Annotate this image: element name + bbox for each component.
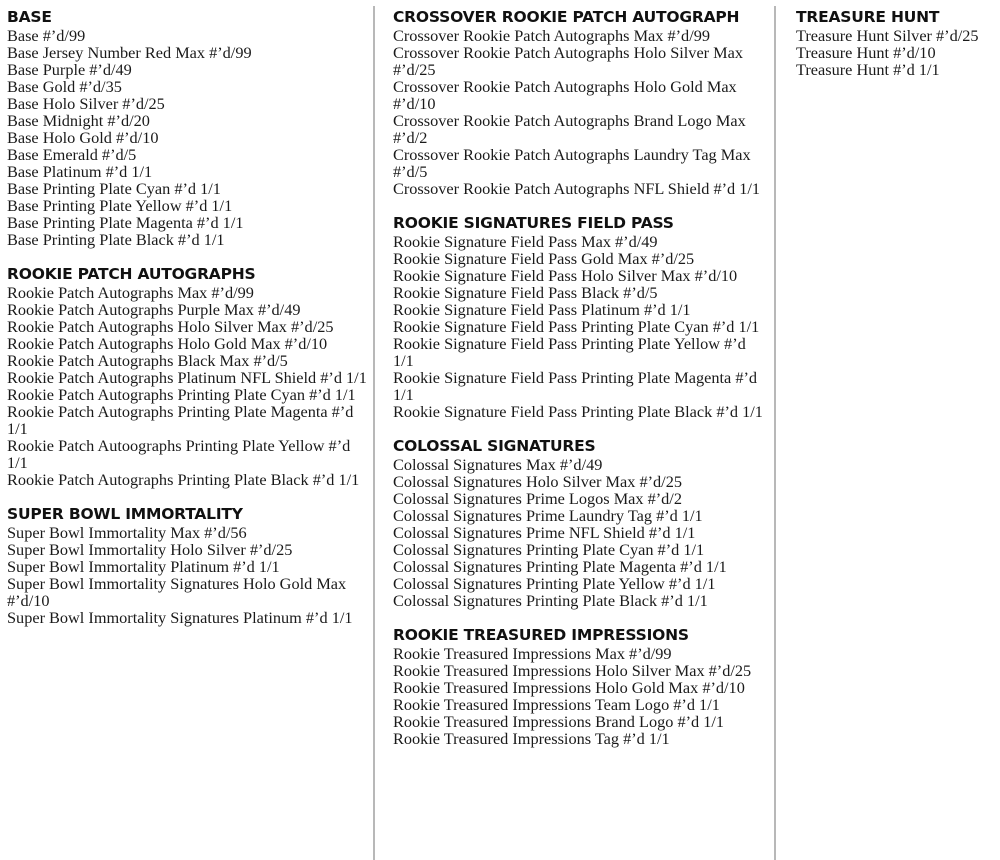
- section-title: ROOKIE TREASURED IMPRESSIONS: [393, 626, 689, 644]
- parallel-section: [393, 8, 768, 197]
- section-title: BASE: [7, 8, 52, 26]
- parallel-item: Colossal Signatures Prime Laundry Tag #’d 1/1: [393, 506, 703, 525]
- section-title: ROOKIE PATCH AUTOGRAPHS: [7, 265, 256, 283]
- parallel-item: Rookie Signature Field Pass Printing Plate Cyan #’d 1/1: [393, 317, 760, 336]
- parallel-item: Super Bowl Immortality Signatures Holo Gold Max #’d/10: [7, 574, 347, 610]
- parallel-item: Rookie Patch Autographs Holo Gold Max #’d/10: [7, 334, 328, 353]
- parallel-section: [393, 214, 768, 420]
- parallel-item: Rookie Patch Autographs Max #’d/99: [7, 283, 254, 302]
- column-divider: [774, 6, 776, 860]
- parallel-item: Base Jersey Number Red Max #’d/99: [7, 43, 252, 62]
- parallel-item: Crossover Rookie Patch Autographs Holo Gold Max #’d/10: [393, 77, 737, 113]
- parallel-section: [393, 626, 768, 747]
- parallel-item: Colossal Signatures Holo Silver Max #’d/25: [393, 472, 682, 491]
- parallel-item: Base Printing Plate Yellow #’d 1/1: [7, 196, 233, 215]
- parallel-item: Super Bowl Immortality Max #’d/56: [7, 523, 247, 542]
- parallel-item: Super Bowl Immortality Holo Silver #’d/25: [7, 540, 293, 559]
- parallel-item: Colossal Signatures Printing Plate Black #’d 1/1: [393, 591, 708, 610]
- parallel-section: [7, 8, 369, 248]
- parallel-section: [796, 8, 1000, 78]
- parallel-item: Rookie Signature Field Pass Printing Plate Yellow #’d 1/1: [393, 334, 746, 370]
- parallel-item: Crossover Rookie Patch Autographs NFL Shield #’d 1/1: [393, 179, 761, 198]
- parallel-item: Base Printing Plate Magenta #’d 1/1: [7, 213, 244, 232]
- section-title: CROSSOVER ROOKIE PATCH AUTOGRAPH: [393, 8, 740, 26]
- parallel-item: Crossover Rookie Patch Autographs Holo Silver Max #’d/25: [393, 43, 744, 79]
- parallel-item: Rookie Signature Field Pass Max #’d/49: [393, 232, 658, 251]
- section-title: ROOKIE SIGNATURES FIELD PASS: [393, 214, 674, 232]
- parallel-item: Rookie Signature Field Pass Printing Plate Black #’d 1/1: [393, 402, 763, 421]
- section-title: COLOSSAL SIGNATURES: [393, 437, 596, 455]
- parallel-section: [393, 437, 768, 609]
- parallel-item: Base Platinum #’d 1/1: [7, 162, 153, 181]
- section-title: SUPER BOWL IMMORTALITY: [7, 505, 243, 523]
- parallel-item: Treasure Hunt Silver #’d/25: [796, 26, 979, 45]
- parallel-item: Rookie Patch Autographs Printing Plate Magenta #’d 1/1: [7, 402, 354, 438]
- parallel-item: Treasure Hunt #’d 1/1: [796, 60, 940, 79]
- parallel-item: Colossal Signatures Prime NFL Shield #’d 1/1: [393, 523, 696, 542]
- parallel-item: Treasure Hunt #’d/10: [796, 43, 936, 62]
- parallel-item: Rookie Treasured Impressions Max #’d/99: [393, 644, 672, 663]
- parallel-item: Rookie Patch Autographs Printing Plate Cyan #’d 1/1: [7, 385, 356, 404]
- parallel-item: Colossal Signatures Printing Plate Magenta #’d 1/1: [393, 557, 727, 576]
- parallel-item: Rookie Signature Field Pass Printing Plate Magenta #’d 1/1: [393, 368, 758, 404]
- parallel-section: [7, 505, 369, 626]
- parallel-item: Base Gold #’d/35: [7, 77, 122, 96]
- parallel-item: Base Printing Plate Black #’d 1/1: [7, 230, 225, 249]
- column-divider: [373, 6, 375, 860]
- column-middle: [393, 8, 768, 764]
- parallel-item: Rookie Signature Field Pass Holo Silver Max #’d/10: [393, 266, 738, 285]
- parallel-item: Rookie Treasured Impressions Team Logo #’d 1/1: [393, 695, 720, 714]
- parallel-item: Super Bowl Immortality Signatures Platinum #’d 1/1: [7, 608, 353, 627]
- parallel-item: Colossal Signatures Prime Logos Max #’d/2: [393, 489, 682, 508]
- parallel-item: Rookie Treasured Impressions Tag #’d 1/1: [393, 729, 670, 748]
- parallel-item: Rookie Patch Autoographs Printing Plate Yellow #’d 1/1: [7, 436, 351, 472]
- parallel-item: Super Bowl Immortality Platinum #’d 1/1: [7, 557, 280, 576]
- parallel-item: Crossover Rookie Patch Autographs Brand Logo Max #’d/2: [393, 111, 746, 147]
- parallel-item: Rookie Patch Autographs Holo Silver Max #’d/25: [7, 317, 334, 336]
- parallel-item: Base Emerald #’d/5: [7, 145, 137, 164]
- parallel-item: Rookie Patch Autographs Purple Max #’d/49: [7, 300, 301, 319]
- parallel-item: Base Midnight #’d/20: [7, 111, 150, 130]
- parallel-item: Rookie Treasured Impressions Holo Gold Max #’d/10: [393, 678, 745, 697]
- parallel-item: Rookie Treasured Impressions Brand Logo #’d 1/1: [393, 712, 725, 731]
- parallel-item: Rookie Signature Field Pass Gold Max #’d/25: [393, 249, 695, 268]
- parallel-item: Base #’d/99: [7, 26, 86, 45]
- parallel-item: Base Purple #’d/49: [7, 60, 132, 79]
- parallel-item: Crossover Rookie Patch Autographs Max #’d/99: [393, 26, 710, 45]
- parallel-item: Colossal Signatures Printing Plate Yellow #’d 1/1: [393, 574, 716, 593]
- parallel-item: Base Holo Silver #’d/25: [7, 94, 165, 113]
- parallel-item: Base Printing Plate Cyan #’d 1/1: [7, 179, 221, 198]
- parallel-section: [7, 265, 369, 488]
- parallel-item: Colossal Signatures Max #’d/49: [393, 455, 603, 474]
- parallel-item: Rookie Signature Field Pass Platinum #’d 1/1: [393, 300, 691, 319]
- column-right: [796, 8, 1000, 95]
- parallel-item: Rookie Treasured Impressions Holo Silver Max #’d/25: [393, 661, 752, 680]
- parallel-item: Rookie Signature Field Pass Black #’d/5: [393, 283, 658, 302]
- parallel-item: Crossover Rookie Patch Autographs Laundry Tag Max #’d/5: [393, 145, 751, 181]
- parallel-item: Rookie Patch Autographs Black Max #’d/5: [7, 351, 288, 370]
- parallel-item: Rookie Patch Autographs Platinum NFL Shield #’d 1/1: [7, 368, 367, 387]
- section-title: TREASURE HUNT: [796, 8, 940, 26]
- column-left: [7, 8, 369, 643]
- parallel-item: Colossal Signatures Printing Plate Cyan #’d 1/1: [393, 540, 705, 559]
- parallel-item: Base Holo Gold #’d/10: [7, 128, 159, 147]
- parallel-item: Rookie Patch Autographs Printing Plate Black #’d 1/1: [7, 470, 360, 489]
